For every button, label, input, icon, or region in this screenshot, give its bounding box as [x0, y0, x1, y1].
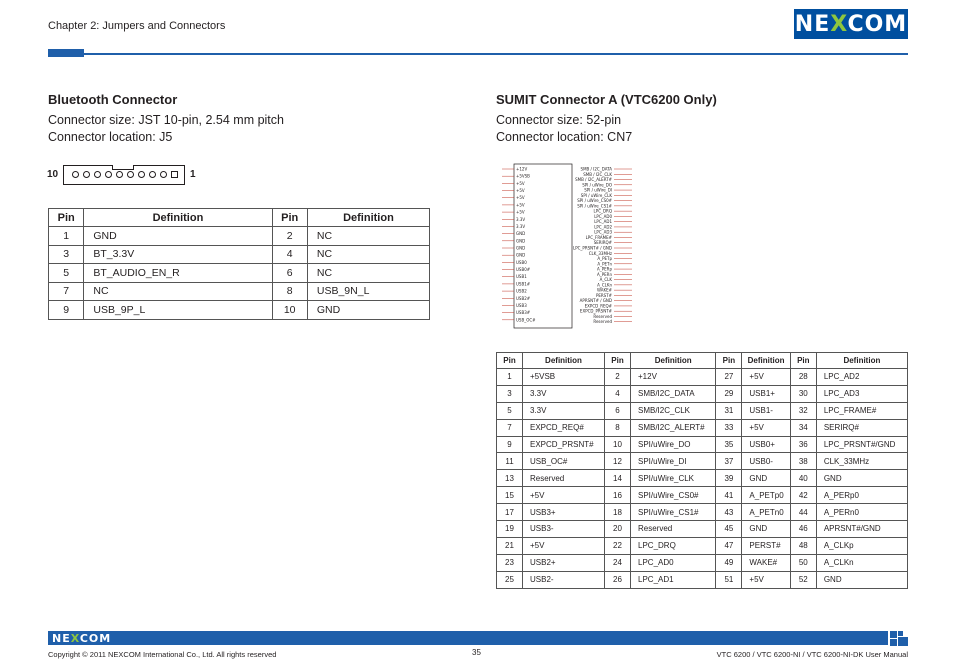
schematic-signal-label: A_PERn — [597, 271, 612, 277]
column-header: Pin — [716, 353, 742, 369]
pin-cell: 38 — [790, 453, 816, 470]
pin-cell: 5 — [497, 402, 523, 419]
bluetooth-size: Connector size: JST 10-pin, 2.54 mm pitch — [48, 113, 284, 127]
pin-cell: 48 — [790, 537, 816, 554]
definition-cell: A_PETn0 — [742, 504, 790, 521]
definition-cell: GND — [816, 470, 907, 487]
schematic-signal-label: GND — [516, 238, 526, 244]
pin-cell: 31 — [716, 402, 742, 419]
definition-cell: SMB/I2C_CLK — [631, 402, 716, 419]
pin-cell: 44 — [790, 504, 816, 521]
definition-cell: APRSNT#/GND — [816, 521, 907, 538]
definition-cell: SPI/uWire_CLK — [631, 470, 716, 487]
bluetooth-pin-table — [48, 208, 430, 320]
definition-cell: BT_AUDIO_EN_R — [84, 264, 272, 283]
connector-pin — [138, 171, 145, 178]
pin-cell: 15 — [497, 487, 523, 504]
schematic-signal-label: USB1# — [516, 281, 531, 287]
pin-cell: 43 — [716, 504, 742, 521]
definition-cell: +5V — [742, 419, 790, 436]
definition-cell: +5VSB — [523, 369, 605, 386]
schematic-signal-label: LPC_AD3 — [594, 229, 612, 235]
definition-cell: A_CLKn — [816, 554, 907, 571]
schematic-signal-label: SPI / uWire_CS0# — [577, 198, 612, 204]
pin-cell: 30 — [790, 385, 816, 402]
pin-cell: 9 — [49, 301, 84, 320]
connector-pin — [72, 171, 79, 178]
pin-cell: 29 — [716, 385, 742, 402]
definition-cell: 3.3V — [523, 385, 605, 402]
schematic-signal-label: Reserved — [593, 319, 612, 325]
column-header: Pin — [790, 353, 816, 369]
chapter-title: Chapter 2: Jumpers and Connectors — [48, 20, 226, 32]
schematic-signal-label: +5VSB — [516, 173, 530, 179]
pin-cell: 20 — [605, 521, 631, 538]
definition-cell: SERIRQ# — [816, 419, 907, 436]
pin-cell: 52 — [790, 571, 816, 588]
schematic-signal-label: USB3# — [516, 310, 531, 316]
schematic-signal-label: A_PETp — [597, 256, 612, 262]
table-row — [497, 369, 908, 386]
schematic-signal-label: SPI / uWire_CLK — [580, 192, 612, 198]
table-row — [49, 301, 430, 320]
schematic-signal-label: A_CLKn — [597, 282, 612, 288]
schematic-signal-label: +5V — [516, 202, 525, 208]
pin-cell: 7 — [49, 282, 84, 301]
column-header: Definition — [631, 353, 716, 369]
table-row — [497, 554, 908, 571]
pin-cell: 37 — [716, 453, 742, 470]
pin-cell: 34 — [790, 419, 816, 436]
definition-cell: LPC_AD0 — [631, 554, 716, 571]
schematic-signal-label: 3.3V — [516, 216, 526, 222]
definition-cell: NC — [307, 245, 429, 264]
pin-cell: 33 — [716, 419, 742, 436]
definition-cell: USB3+ — [523, 504, 605, 521]
definition-cell: CLK_33MHz — [816, 453, 907, 470]
definition-cell: USB2+ — [523, 554, 605, 571]
page-number: 35 — [472, 648, 481, 657]
definition-cell: LPC_AD2 — [816, 369, 907, 386]
bt-pin-label-left: 10 — [47, 169, 59, 180]
footer-bar — [48, 631, 888, 645]
definition-cell: GND — [742, 470, 790, 487]
pin-cell: 19 — [497, 521, 523, 538]
pin-cell: 8 — [605, 419, 631, 436]
bt-pin-label-right: 1 — [190, 169, 196, 180]
table-row — [497, 419, 908, 436]
pin-cell: 11 — [497, 453, 523, 470]
schematic-signal-label: LPC_AD1 — [594, 219, 612, 225]
column-header: Pin — [49, 209, 84, 227]
column-header: Pin — [497, 353, 523, 369]
column-header: Pin — [605, 353, 631, 369]
pin-cell: 3 — [49, 245, 84, 264]
definition-cell: USB_9P_L — [84, 301, 272, 320]
definition-cell: +5V — [742, 369, 790, 386]
corner-square — [890, 631, 897, 638]
definition-cell: LPC_FRAME# — [816, 402, 907, 419]
schematic-signal-label: USB_OC# — [516, 317, 536, 323]
pin-cell: 13 — [497, 470, 523, 487]
table-row — [497, 470, 908, 487]
schematic-signal-label: WAKE# — [597, 287, 612, 293]
sumit-pin-table — [496, 352, 908, 589]
pin-cell: 1 — [497, 369, 523, 386]
schematic-signal-label: A_PETn — [597, 261, 612, 267]
schematic-signal-label: PERST# — [595, 292, 612, 298]
pin-cell: 7 — [497, 419, 523, 436]
copyright-text: Copyright © 2011 NEXCOM International Co., Ltd. All rights reserved — [48, 650, 277, 659]
schematic-signal-label: SMB / I2C_ALERT# — [575, 177, 612, 183]
header-rule — [48, 53, 908, 55]
schematic-signal-label: LPC_DRQ — [593, 208, 612, 214]
definition-cell: USB1- — [742, 402, 790, 419]
definition-cell: LPC_AD3 — [816, 385, 907, 402]
pin-cell: 27 — [716, 369, 742, 386]
table-row — [497, 453, 908, 470]
pin-cell: 46 — [790, 521, 816, 538]
schematic-signal-label: SPI / uWire_DO — [582, 182, 612, 188]
definition-cell: A_PERp0 — [816, 487, 907, 504]
schematic-signal-label: 3.3V — [516, 223, 526, 229]
schematic-signal-label: SPI / uWire_CS1# — [577, 203, 612, 209]
connector-pin — [171, 171, 178, 178]
pin-cell: 8 — [272, 282, 307, 301]
pin-cell: 6 — [272, 264, 307, 283]
pin-cell: 6 — [605, 402, 631, 419]
corner-square — [898, 637, 908, 646]
pin-cell: 14 — [605, 470, 631, 487]
pin-cell: 9 — [497, 436, 523, 453]
schematic-signal-label: LPC_AD0 — [594, 213, 612, 219]
connector-pin — [116, 171, 123, 178]
schematic-signal-label: SERIRQ# — [593, 240, 612, 246]
schematic-signal-label: CLK_33MHz — [588, 250, 612, 256]
schematic-signal-label: SMB / I2C_DATA — [580, 166, 612, 172]
schematic-signal-label: EXPCD_REQ# — [584, 303, 612, 309]
definition-cell: USB3- — [523, 521, 605, 538]
schematic-signal-label: USB3 — [516, 302, 527, 308]
definition-cell: LPC_AD1 — [631, 571, 716, 588]
schematic-signal-label: GND — [516, 252, 526, 258]
table-row — [49, 227, 430, 246]
definition-cell: GND — [307, 301, 429, 320]
connector-pin — [149, 171, 156, 178]
corner-square — [898, 631, 903, 636]
pin-cell: 24 — [605, 554, 631, 571]
pin-cell: 23 — [497, 554, 523, 571]
sumit-location: Connector location: CN7 — [496, 130, 633, 144]
pin-cell: 42 — [790, 487, 816, 504]
pin-cell: 28 — [790, 369, 816, 386]
schematic-signal-label: Reserved — [593, 313, 612, 319]
bluetooth-title: Bluetooth Connector — [48, 92, 178, 107]
table-row — [497, 402, 908, 419]
schematic-signal-label: A_CLK — [599, 277, 612, 283]
pin-cell: 16 — [605, 487, 631, 504]
definition-cell: SPI/uWire_DO — [631, 436, 716, 453]
definition-cell: SPI/uWire_CS1# — [631, 504, 716, 521]
schematic-signal-label: +5V — [516, 195, 525, 201]
sumit-schematic — [496, 160, 636, 332]
schematic-signal-label: USB2# — [516, 295, 531, 301]
schematic-signal-label: GND — [516, 231, 526, 237]
definition-cell: A_CLKp — [816, 537, 907, 554]
table-row — [497, 571, 908, 588]
schematic-signal-label: +5V — [516, 180, 525, 186]
definition-cell: 3.3V — [523, 402, 605, 419]
sumit-size: Connector size: 52-pin — [496, 113, 622, 127]
schematic-signal-label: USB2 — [516, 288, 527, 294]
table-row — [497, 521, 908, 538]
pin-cell: 41 — [716, 487, 742, 504]
definition-cell: BT_3.3V — [84, 245, 272, 264]
definition-cell: NC — [84, 282, 272, 301]
pin-cell: 3 — [497, 385, 523, 402]
pin-cell: 45 — [716, 521, 742, 538]
table-row — [49, 282, 430, 301]
schematic-signal-label: USB1 — [516, 274, 527, 280]
pin-cell: 4 — [605, 385, 631, 402]
pin-cell: 2 — [605, 369, 631, 386]
table-row — [497, 504, 908, 521]
table-row — [497, 537, 908, 554]
definition-cell: GND — [816, 571, 907, 588]
corner-square — [890, 639, 897, 646]
definition-cell: USB0+ — [742, 436, 790, 453]
definition-cell: +5V — [742, 571, 790, 588]
definition-cell: A_PERn0 — [816, 504, 907, 521]
definition-cell: GND — [742, 521, 790, 538]
schematic-signal-label: SMB / I2C_CLK — [583, 171, 612, 177]
schematic-signal-label: LPC_FRAME# — [585, 234, 612, 240]
pin-cell: 35 — [716, 436, 742, 453]
definition-cell: Reserved — [631, 521, 716, 538]
pin-cell: 17 — [497, 504, 523, 521]
table-row — [49, 245, 430, 264]
schematic-signal-label: APRSNT# / GND — [579, 298, 612, 304]
definition-cell: NC — [307, 264, 429, 283]
pin-cell: 21 — [497, 537, 523, 554]
pin-cell: 25 — [497, 571, 523, 588]
definition-cell: EXPCD_REQ# — [523, 419, 605, 436]
definition-cell: USB_9N_L — [307, 282, 429, 301]
nexcom-logo: NEXCOM — [794, 9, 908, 39]
connector-pin — [105, 171, 112, 178]
definition-cell: NC — [307, 227, 429, 246]
definition-cell: EXPCD_PRSNT# — [523, 436, 605, 453]
table-row — [49, 264, 430, 283]
pin-cell: 49 — [716, 554, 742, 571]
pin-cell: 12 — [605, 453, 631, 470]
definition-cell: SPI/uWire_DI — [631, 453, 716, 470]
definition-cell: SMB/I2C_ALERT# — [631, 419, 716, 436]
sumit-title: SUMIT Connector A (VTC6200 Only) — [496, 92, 717, 107]
definition-cell: PERST# — [742, 537, 790, 554]
definition-cell: USB_OC# — [523, 453, 605, 470]
schematic-signal-label: +5V — [516, 188, 525, 194]
definition-cell: SMB/I2C_DATA — [631, 385, 716, 402]
definition-cell: USB1+ — [742, 385, 790, 402]
connector-pin — [83, 171, 90, 178]
column-header: Definition — [742, 353, 790, 369]
definition-cell: +5V — [523, 487, 605, 504]
pin-cell: 39 — [716, 470, 742, 487]
schematic-signal-label: LPC_AD2 — [594, 224, 612, 230]
column-header: Definition — [523, 353, 605, 369]
definition-cell: SPI/uWire_CS0# — [631, 487, 716, 504]
pin-cell: 51 — [716, 571, 742, 588]
schematic-signal-label: GND — [516, 245, 526, 251]
definition-cell: A_PETp0 — [742, 487, 790, 504]
pin-cell: 10 — [605, 436, 631, 453]
definition-cell: +5V — [523, 537, 605, 554]
table-row — [497, 385, 908, 402]
pin-cell: 47 — [716, 537, 742, 554]
definition-cell: LPC_DRQ — [631, 537, 716, 554]
schematic-signal-label: +12V — [516, 166, 528, 172]
pin-cell: 22 — [605, 537, 631, 554]
pin-cell: 2 — [272, 227, 307, 246]
column-header: Definition — [816, 353, 907, 369]
pin-cell: 5 — [49, 264, 84, 283]
table-row — [497, 487, 908, 504]
pin-cell: 4 — [272, 245, 307, 264]
definition-cell: Reserved — [523, 470, 605, 487]
schematic-signal-label: LPC_PRSNT# / GND — [572, 245, 612, 251]
schematic-signal-label: A_PERp — [597, 266, 612, 272]
pin-cell: 40 — [790, 470, 816, 487]
pin-cell: 32 — [790, 402, 816, 419]
schematic-signal-label: USB0 — [516, 259, 527, 265]
pin-cell: 18 — [605, 504, 631, 521]
pin-cell: 36 — [790, 436, 816, 453]
pin-cell: 50 — [790, 554, 816, 571]
definition-cell: USB0- — [742, 453, 790, 470]
pin-cell: 1 — [49, 227, 84, 246]
column-header: Pin — [272, 209, 307, 227]
definition-cell: WAKE# — [742, 554, 790, 571]
definition-cell: USB2- — [523, 571, 605, 588]
connector-pin — [127, 171, 134, 178]
definition-cell: LPC_PRSNT#/GND — [816, 436, 907, 453]
bluetooth-location: Connector location: J5 — [48, 130, 173, 144]
schematic-signal-label: SPI / uWire_DI — [584, 187, 612, 193]
manual-title: VTC 6200 / VTC 6200-NI / VTC 6200-NI-DK User Manual — [716, 650, 908, 659]
schematic-signal-label: EXPCD_PRSNT# — [579, 308, 612, 314]
column-header: Definition — [307, 209, 429, 227]
schematic-signal-label: USB0# — [516, 267, 531, 273]
bluetooth-connector-diagram — [63, 165, 185, 185]
connector-pin — [94, 171, 101, 178]
pin-cell: 10 — [272, 301, 307, 320]
column-header: Definition — [84, 209, 272, 227]
definition-cell: GND — [84, 227, 272, 246]
table-row — [497, 436, 908, 453]
schematic-signal-label: +5V — [516, 209, 525, 215]
pin-cell: 26 — [605, 571, 631, 588]
footer-logo: NEXCOM — [52, 632, 112, 645]
definition-cell: +12V — [631, 369, 716, 386]
connector-pin — [160, 171, 167, 178]
